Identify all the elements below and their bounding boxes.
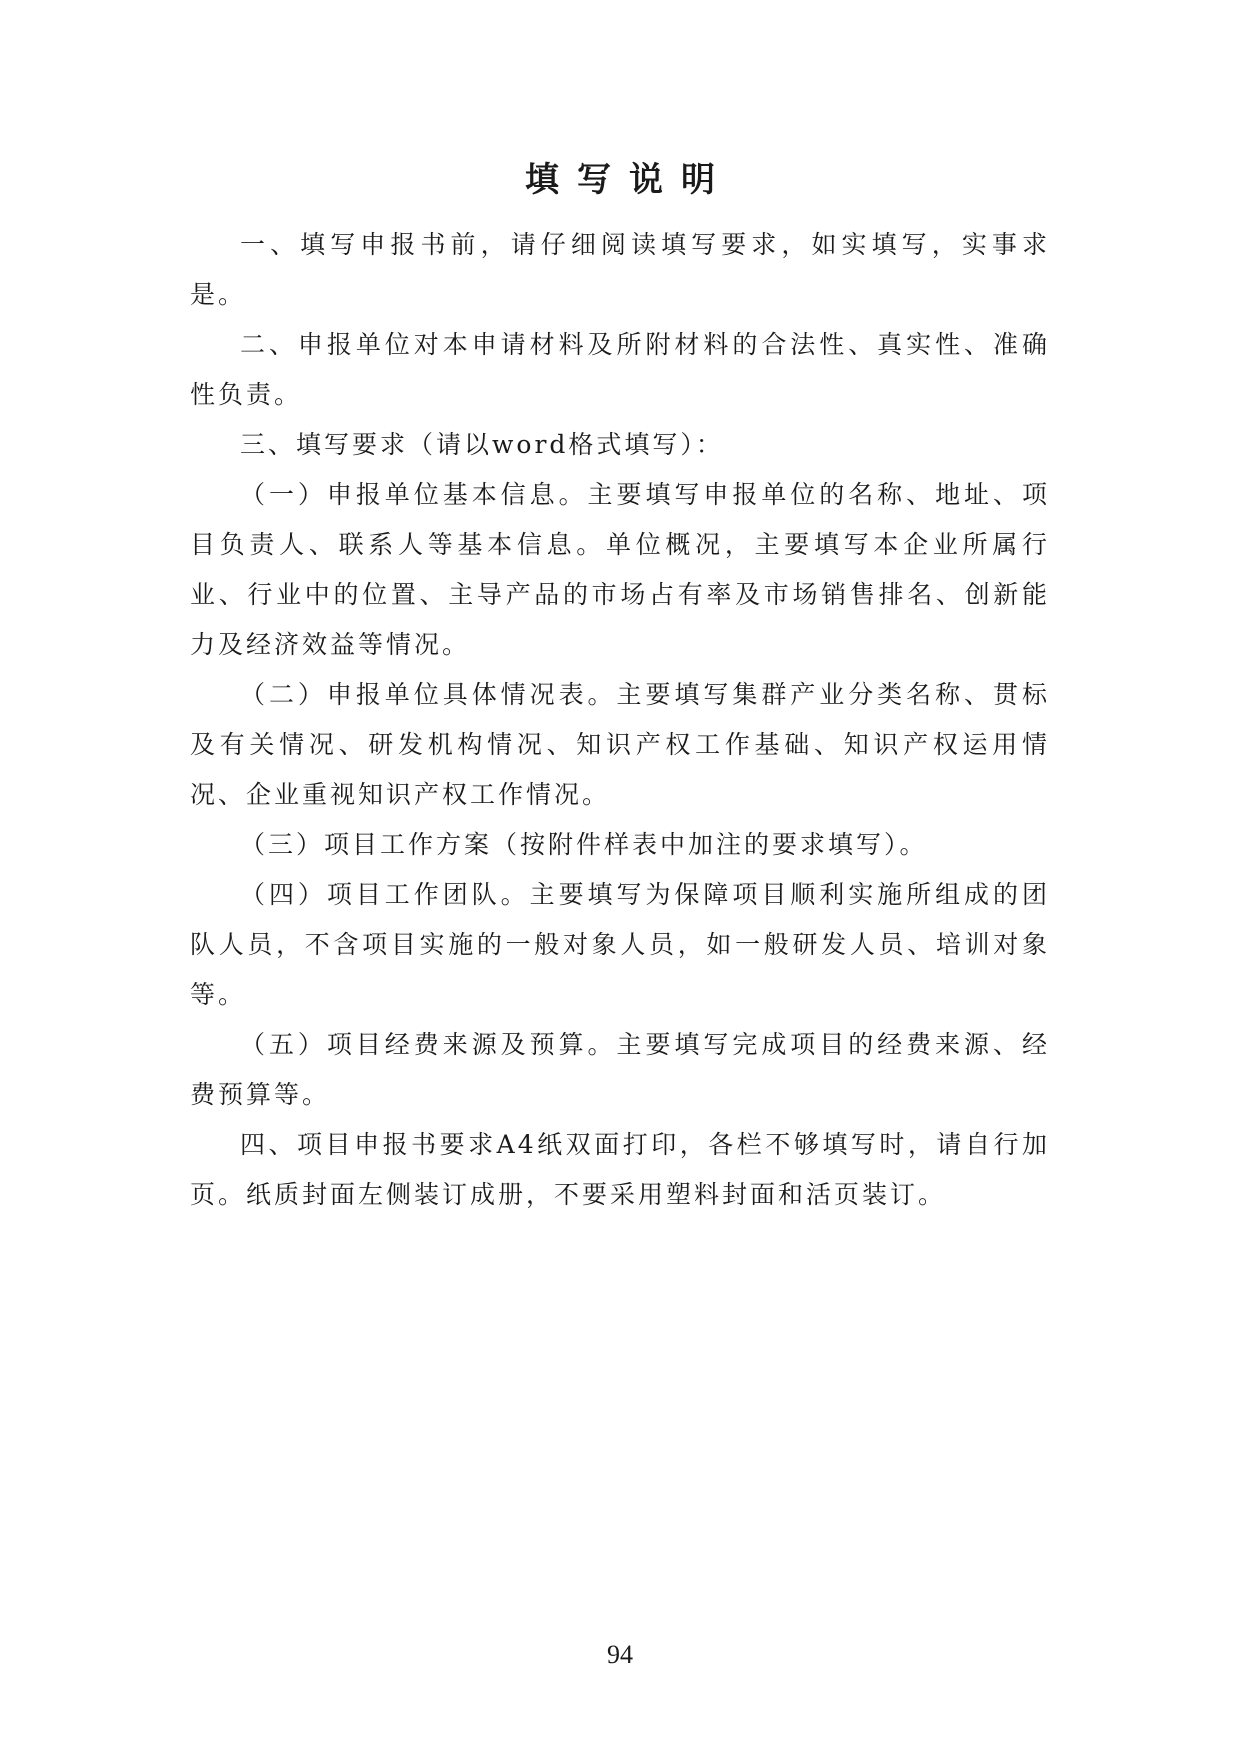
instruction-4: 四、项目申报书要求A4纸双面打印，各栏不够填写时，请自行加页。纸质封面左侧装订成册，不要采用塑料封面和活页装订。 <box>190 1130 1050 1209</box>
instruction-3-4: （四）项目工作团队。主要填写为保障项目顺利实施所组成的团队人员，不含项目实施的一般对象人员，如一般研发人员、培训对象等。 <box>190 880 1050 1009</box>
instruction-1: 一、填写申报书前，请仔细阅读填写要求，如实填写，实事求是。 <box>190 230 1050 309</box>
instruction-3-1: （一）申报单位基本信息。主要填写申报单位的名称、地址、项目负责人、联系人等基本信息。单位概况，主要填写本企业所属行业、行业中的位置、主导产品的市场占有率及市场销售排名、创新能力及经济效益等情况。 <box>190 480 1050 659</box>
instruction-3-3: （三）项目工作方案（按附件样表中加注的要求填写）。 <box>240 830 928 859</box>
page-title: 填写说明 <box>525 160 733 200</box>
document-page <box>190 150 1050 1220</box>
page-number: 94 <box>607 1640 633 1669</box>
instruction-3-5: （五）项目经费来源及预算。主要填写完成项目的经费来源、经费预算等。 <box>190 1030 1050 1109</box>
instruction-3-2: （二）申报单位具体情况表。主要填写集群产业分类名称、贯标及有关情况、研发机构情况、知识产权工作基础、知识产权运用情况、企业重视知识产权工作情况。 <box>190 680 1050 809</box>
instruction-2: 二、申报单位对本申请材料及所附材料的合法性、真实性、准确性负责。 <box>190 330 1050 409</box>
instruction-3: 三、填写要求（请以word格式填写）： <box>240 430 724 459</box>
